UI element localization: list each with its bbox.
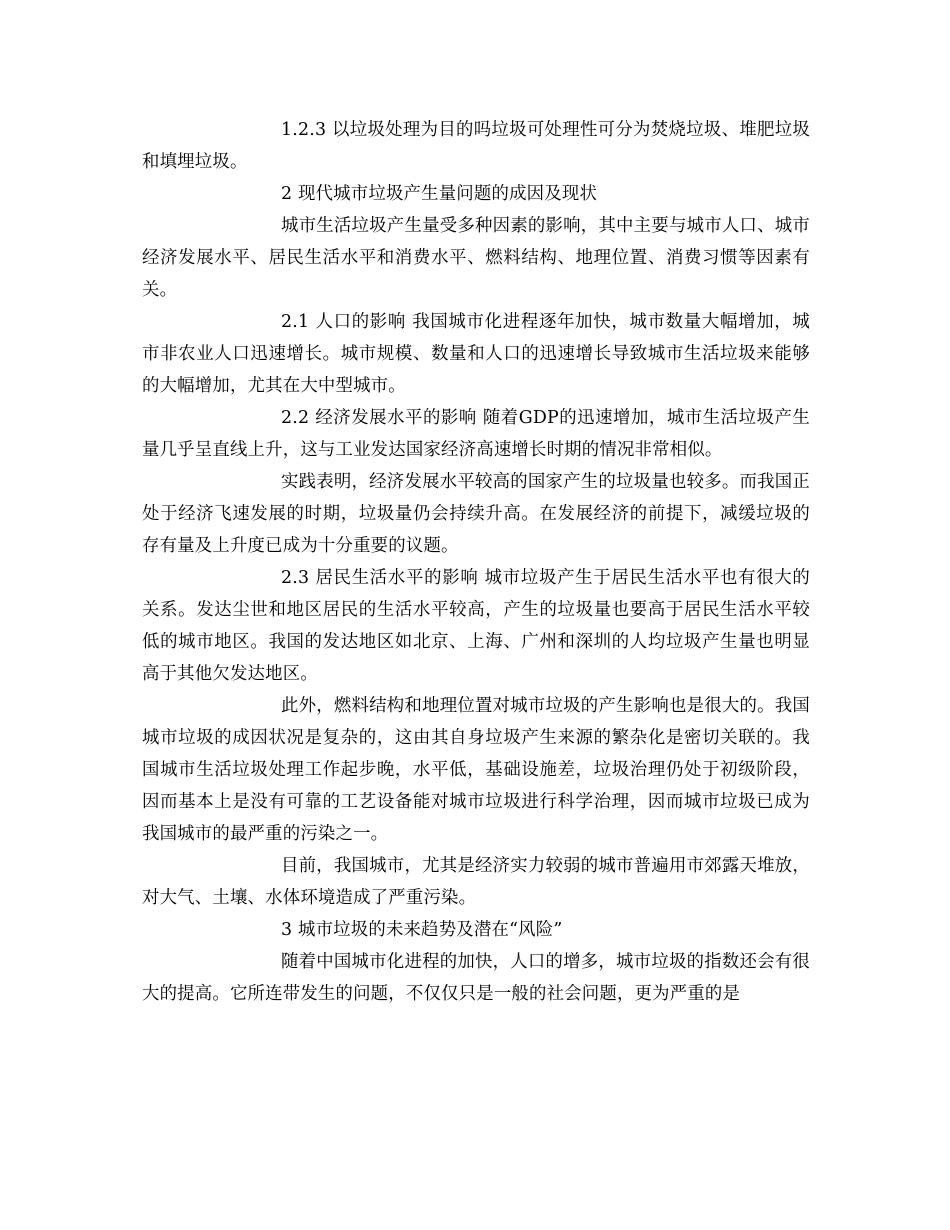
paragraph-future-trend: 随着中国城市化进程的加快，人口的增多，城市垃圾的指数还会有很大的提高。它所连带发生的问题，不仅仅只是一般的社会问题，更为严重的是 [142, 952, 810, 1004]
paragraph-current-status: 目前，我国城市，尤其是经济实力较弱的城市普遍用市郊露天堆放，对大气、土壤、水体环境造成了严重污染。 [142, 856, 810, 908]
document-page [142, 114, 810, 1010]
paragraph-2-3-living-standard: 2.3 居民生活水平的影响 城市垃圾产生于居民生活水平也有很大的关系。发达尘世和地区居民的生活水平较高，产生的垃圾量也要高于居民生活水平较低的城市地区。我国的发达地区如北京、上海、广州和深圳的人均垃圾产生量也明显高于其他欠发达地区。 [142, 568, 810, 684]
paragraph-fuel-geography: 此外，燃料结构和地理位置对城市垃圾的产生影响也是很大的。我国城市垃圾的成因状况是复杂的，这由其自身垃圾产生来源的繁杂化是密切关联的。我国城市生活垃圾处理工作起步晚，水平低，基础设施差，垃圾治理仍处于初级阶段，因而基本上是没有可靠的工艺设备能对城市垃圾进行科学治理，因而城市垃圾已成为我国城市的最严重的污染之一。 [142, 696, 810, 844]
paragraph-factors: 城市生活垃圾产生量受多种因素的影响，其中主要与城市人口、城市经济发展水平、居民生活水平和消费水平、燃料结构、地理位置、消费习惯等因素有关。 [142, 216, 810, 300]
paragraph-1-2-3-classification: 1.2.3 以垃圾处理为目的吗垃圾可处理性可分为焚烧垃圾、堆肥垃圾和填埋垃圾。 [142, 120, 810, 172]
paragraph-2-2-economy: 2.2 经济发展水平的影响 随着GDP的迅速增加，城市生活垃圾产生量几乎呈直线上升，这与工业发达国家经济高速增长时期的情况非常相似。 [142, 408, 810, 460]
paragraph-practice: 实践表明，经济发展水平较高的国家产生的垃圾量也较多。而我国正处于经济飞速发展的时期，垃圾量仍会持续升高。在发展经济的前提下，减缓垃圾的存有量及上升度已成为十分重要的议题。 [142, 472, 810, 556]
paragraph-2-1-population: 2.1 人口的影响 我国城市化进程逐年加快，城市数量大幅增加，城市非农业人口迅速增长。城市规模、数量和人口的迅速增长导致城市生活垃圾来能够的大幅增加，尤其在大中型城市。 [142, 312, 810, 396]
heading-section-2: 2 现代城市垃圾产生量问题的成因及现状 [281, 184, 598, 204]
heading-section-3: 3 城市垃圾的未来趋势及潜在“风险” [281, 920, 563, 940]
